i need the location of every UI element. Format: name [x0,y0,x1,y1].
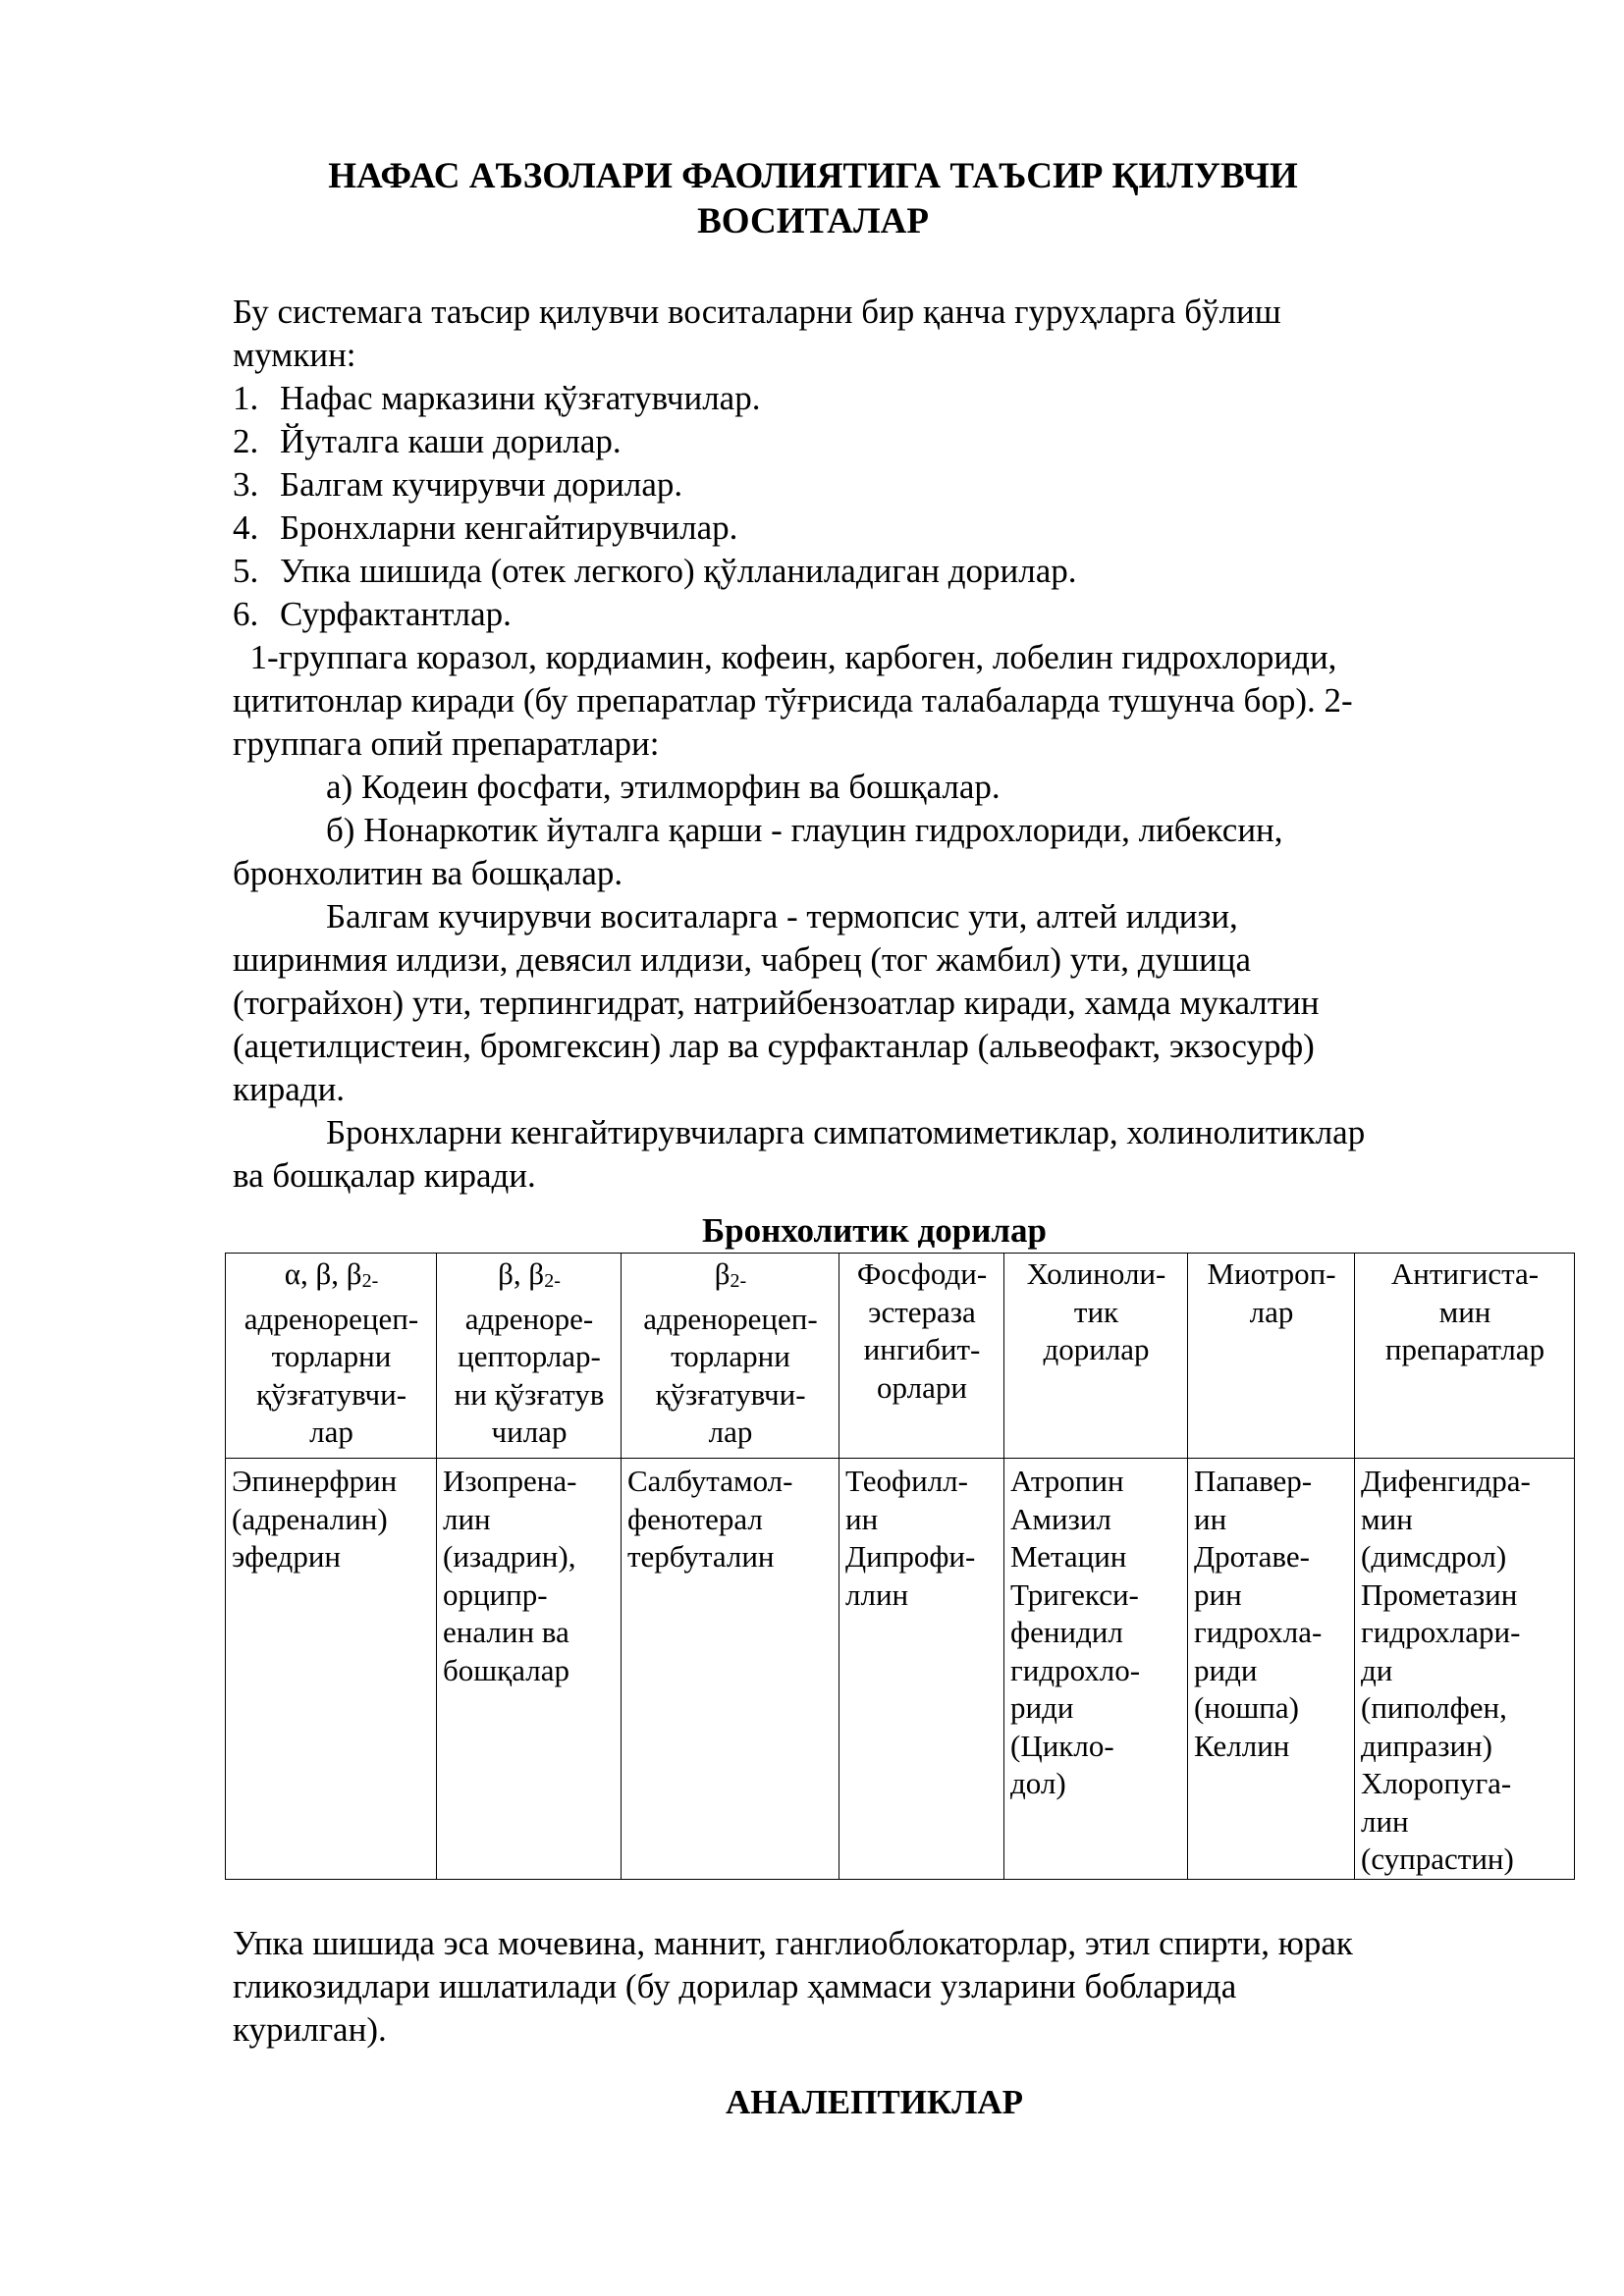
paragraph-expectorants-line-4: (ацетилцистеин, бромгексин) лар ва сурфактанлар (альвеофакт, экзосурф) [233,1027,1315,1065]
table-header-cell [1004,1254,1188,1459]
paragraph-group1-line-2: цититонлар киради (бу препаратлар тўғрисида талабаларда тушунча бор). 2- [233,681,1353,720]
cell-line: (адреналин) [232,1501,388,1536]
header-line: мин [1438,1294,1491,1329]
cell-line: бошқалар [443,1652,569,1687]
cell-line: (супрастин) [1361,1842,1514,1876]
cell-line: фенотерал [627,1501,763,1536]
cell-line: Келлин [1194,1728,1290,1763]
header-line: препаратлар [1384,1332,1545,1366]
header-line: орлари [877,1369,967,1405]
header-line: эстераза [868,1294,976,1329]
cell-line: (димсдрол) [1361,1539,1507,1574]
cell-line: Амизил [1010,1501,1111,1536]
paragraph-group1-line-1: 1-группага коразол, кордиамин, кофеин, карбоген, лобелин гидрохлориди, [233,638,1337,676]
cell-line: ин [1194,1501,1227,1536]
paragraph-bronchodilators-line-2: ва бошқалар киради. [233,1156,536,1195]
cell-line: Дифенгидра- [1361,1464,1531,1498]
header-line: лар [708,1415,753,1449]
header-line: β [714,1256,731,1291]
header-line: β, β [498,1256,545,1291]
cell-line: ллин [845,1576,909,1612]
table-cell [622,1459,839,1880]
cell-line: лин [1361,1803,1409,1839]
table-cell [226,1459,437,1880]
item-b-line-1: б) Нонаркотик йуталга қарши - глауцин гидрохлориди, либексин, [326,811,1283,849]
table-cell [1355,1459,1575,1880]
header-line: торларни [271,1339,392,1373]
cell-line: риди [1194,1652,1258,1687]
header-line: қўзғатувчи- [655,1376,806,1412]
paragraph-expectorants-line-1: Балгам кучирувчи воситаларга - термопсис ути, алтей илдизи, [326,897,1238,935]
header-line: адренорецеп- [244,1301,419,1336]
cell-line: лин [443,1501,491,1536]
cell-line: гидрохла- [1194,1615,1323,1649]
header-line: Миотроп- [1207,1256,1336,1291]
paragraph-expectorants-line-2: ширинмия илдизи, девясил илдизи, чабрец (тог жамбил) ути, душица [233,940,1252,979]
header-subscript: 2 [730,1270,740,1292]
table-title: Бронхолитик дорилар [702,1211,1047,1250]
table-header-row [226,1254,1575,1459]
header-line: цепторлар- [458,1339,601,1373]
list-item [233,550,1499,593]
paragraph-edema-line-1: Упка шишида эса мочевина, маннит, ганглиоблокаторлар, этил спирти, юрак [233,1924,1353,1962]
intro-line-2: мумкин: [233,336,356,374]
paragraph-expectorants-line-3: (тограйхон) ути, терпингидрат, натрийбензоатлар киради, хамда мукалтин [233,984,1320,1022]
page-title-line-1: НАФАС АЪЗОЛАРИ ФАОЛИЯТИГА ТАЪСИР ҚИЛУВЧИ [328,156,1298,196]
cell-line: риди [1010,1690,1074,1725]
cell-line: Тригекси- [1010,1576,1139,1612]
header-line: дорилар [1043,1332,1150,1366]
list-number: 6. [233,595,259,633]
list-text: Нафас марказини қўзғатувчилар. [280,379,761,417]
cell-line: фенидил [1010,1615,1123,1649]
cell-line: мин [1361,1501,1413,1536]
paragraph-group1-line-3: группага опий препаратлари: [233,724,660,763]
cell-line: эфедрин [232,1539,342,1574]
intro-line-1: Бу системага таъсир қилувчи воситаларни бир қанча гуруҳларга бўлиш [233,293,1281,331]
header-line: Фосфоди- [856,1256,988,1291]
table-cell [437,1459,622,1880]
table-header-cell [839,1254,1004,1459]
list-text: Бронхларни кенгайтирувчилар. [280,508,738,547]
list-number: 5. [233,552,259,590]
cell-line: Хлоропуга- [1361,1766,1512,1800]
list-number: 3. [233,465,259,504]
header-line: Холиноли- [1026,1256,1166,1291]
header-line: Антигиста- [1390,1256,1540,1291]
cell-line: (пиполфен, [1361,1690,1507,1725]
header-subscript: 2 [361,1270,372,1292]
cell-line: ин [845,1501,879,1536]
table-row [226,1459,1575,1880]
list-item [233,593,1499,636]
header-dash: - [371,1270,379,1292]
list-item [233,463,1499,507]
cell-line: Папавер- [1194,1464,1313,1498]
item-b-line-2: бронхолитин ва бошқалар. [233,854,623,892]
header-line: лар [1249,1294,1294,1329]
header-line: адреноре- [464,1301,594,1336]
cell-line: Эпинерфрин [232,1464,398,1498]
cell-line: дол) [1010,1766,1066,1800]
paragraph-edema-line-3: курилган). [233,2010,387,2049]
cell-line: Салбутамол- [627,1464,793,1498]
header-line: қўзғатувчи- [255,1376,407,1412]
table-header-cell [622,1254,839,1459]
header-line: ингибит- [863,1332,981,1366]
table-cell [1188,1459,1355,1880]
cell-line: орципр- [443,1576,548,1612]
table-header-cell [1355,1254,1575,1459]
header-line: чилар [491,1415,568,1449]
list-text: Сурфактантлар. [280,595,512,633]
list-text: Йуталга каши дорилар. [280,422,622,460]
cell-line: гидрохло- [1010,1652,1141,1687]
table-cell [1004,1459,1188,1880]
header-line: торларни [671,1339,790,1373]
table-header-cell [1188,1254,1355,1459]
cell-line: Дипрофи- [845,1539,976,1574]
cell-line: Теофилл- [845,1464,968,1498]
paragraph-edema-line-2: гликозидлари ишлатилади (бу дорилар ҳаммаси узларини бобларида [233,1967,1237,2005]
header-line: тик [1073,1294,1119,1329]
table-header-cell [226,1254,437,1459]
header-dash: - [739,1270,747,1292]
cell-line: (ношпа) [1194,1690,1299,1725]
cell-line: дипразин) [1361,1728,1492,1763]
cell-line: (изадрин), [443,1539,576,1574]
item-a: а) Кодеин фосфати, этилморфин ва бошқалар. [326,768,1001,806]
list-text: Упка шишида (отек легкого) қўлланиладиган дорилар. [280,552,1077,590]
list-item [233,377,1499,420]
cell-line: Прометазин [1361,1576,1518,1612]
section-heading: АНАЛЕПТИКЛАР [725,2083,1024,2121]
cell-line: Атропин [1010,1464,1124,1498]
paragraph-bronchodilators-line-1: Бронхларни кенгайтирувчиларга симпатомиметиклар, холинолитиклар [326,1113,1366,1151]
list-text: Балгам кучирувчи дорилар. [280,465,683,504]
table-cell [839,1459,1004,1880]
header-line: адренорецеп- [643,1301,818,1336]
cell-line: (Цикло- [1010,1728,1114,1763]
cell-line: ди [1361,1652,1393,1687]
list-item [233,420,1499,463]
list-number: 1. [233,379,259,417]
header-dash: - [554,1270,561,1292]
header-subscript: 2 [544,1270,555,1292]
cell-line: гидрохлари- [1361,1615,1521,1649]
header-line: ни қўзғатув [454,1376,605,1412]
paragraph-expectorants-line-5: киради. [233,1070,346,1108]
header-line: α, β, β [284,1256,362,1291]
cell-line: тербуталин [627,1539,775,1574]
table-header-cell [437,1254,622,1459]
list-number: 2. [233,422,259,460]
page-title-line-2: ВОСИТАЛАР [697,201,929,241]
cell-line: Метацин [1010,1539,1127,1574]
list-number: 4. [233,508,259,547]
header-line: лар [309,1415,353,1449]
cell-line: еналин ва [443,1615,569,1649]
cell-line: рин [1194,1576,1242,1612]
cell-line: Изопрена- [443,1464,577,1498]
bronchodilator-table [225,1253,1575,1880]
list-item [233,507,1499,550]
cell-line: Дротаве- [1194,1539,1310,1574]
